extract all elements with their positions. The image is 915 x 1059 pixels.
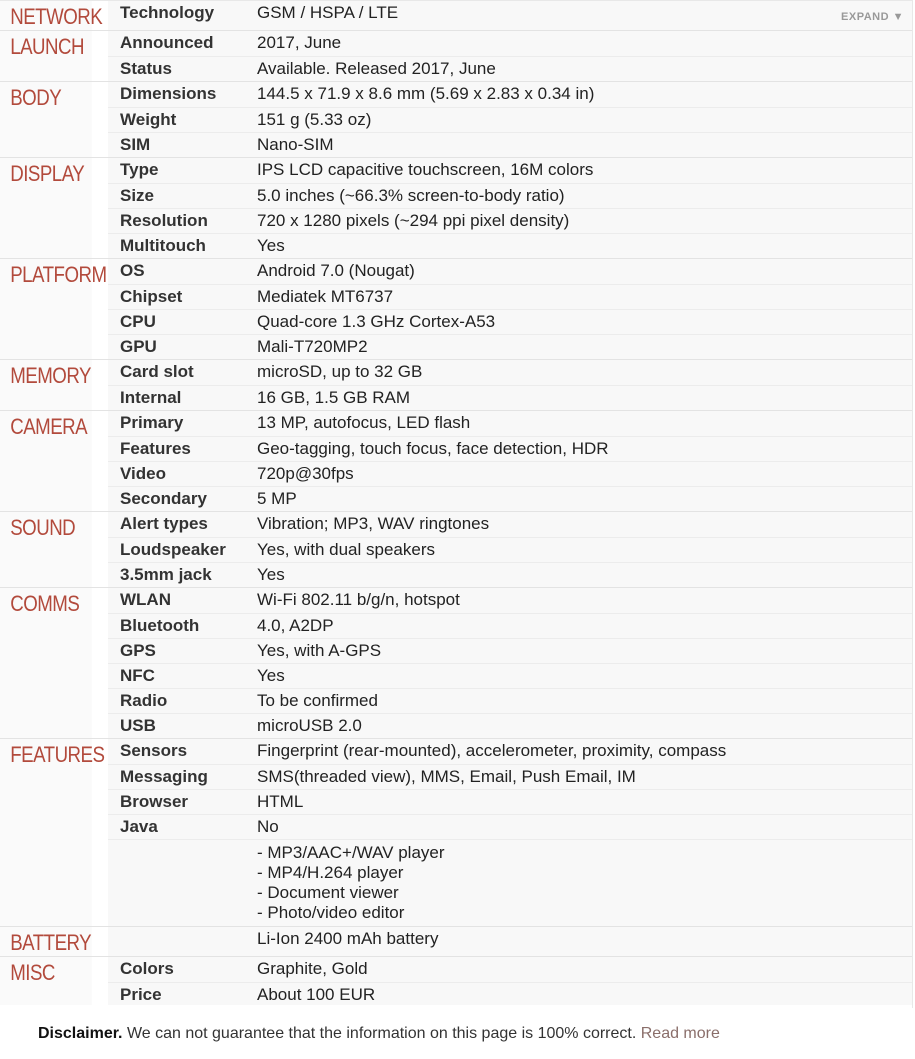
spec-value-text: Yes, with dual speakers [257, 540, 435, 559]
spec-label: Messaging [120, 767, 208, 786]
spec-value-text: Li-Ion 2400 mAh battery [257, 929, 439, 948]
spec-label: Primary [120, 413, 184, 432]
spec-row [108, 385, 912, 410]
spec-value [245, 739, 912, 764]
section-category: BODY [0, 82, 92, 157]
spec-label [108, 927, 245, 952]
spec-value-line: - Photo/video editor [257, 903, 405, 922]
section-rows [108, 1, 912, 30]
spec-section-network [0, 0, 912, 31]
spec-section-battery [0, 927, 912, 957]
section-rows [108, 588, 912, 738]
spec-value [245, 689, 912, 713]
spec-value-text: 4.0, A2DP [257, 616, 334, 635]
spec-value-text: microUSB 2.0 [257, 716, 362, 735]
spec-value-text: 151 g (5.33 oz) [257, 110, 372, 129]
spec-label: 3.5mm jack [120, 565, 212, 584]
spec-row [108, 411, 912, 436]
spec-label: Video [120, 464, 166, 483]
spec-label: GPS [120, 641, 156, 660]
spec-label: Colors [120, 959, 174, 978]
spec-value [245, 386, 912, 410]
section-rows [108, 82, 912, 157]
spec-label: Card slot [120, 362, 194, 381]
spec-value [245, 538, 912, 562]
spec-label: Type [120, 160, 159, 179]
spec-row [108, 486, 912, 511]
disclaimer-title: Disclaimer. [38, 1025, 123, 1042]
spec-value [245, 512, 912, 537]
section-category: CAMERA [0, 411, 92, 511]
spec-row [108, 814, 912, 839]
spec-section-display [0, 158, 912, 259]
spec-row [108, 1, 912, 29]
spec-label: Browser [120, 792, 189, 811]
section-category: COMMS [0, 588, 92, 738]
spec-value [245, 462, 912, 486]
section-rows [108, 259, 912, 359]
spec-label: WLAN [120, 590, 171, 609]
spec-value [245, 57, 912, 81]
spec-section-camera [0, 411, 912, 512]
spec-row [108, 132, 912, 157]
spec-value [245, 82, 912, 107]
spec-label: CPU [120, 312, 156, 331]
section-category: NETWORK [0, 1, 92, 30]
spec-value-text: microSD, up to 32 GB [257, 362, 423, 381]
section-category: MISC [0, 957, 92, 1007]
spec-value-line: - Document viewer [257, 883, 399, 902]
section-category: MEMORY [0, 360, 92, 410]
spec-section-misc [0, 957, 912, 1008]
spec-value [245, 234, 912, 258]
spec-value-text: 5 MP [257, 489, 297, 508]
spec-section-comms [0, 588, 912, 739]
spec-value [245, 840, 912, 926]
spec-value [245, 259, 912, 284]
spec-value [245, 614, 912, 638]
section-rows [108, 739, 912, 926]
spec-value [245, 487, 912, 511]
spec-value-text: Geo-tagging, touch focus, face detection, HDR [257, 439, 609, 458]
spec-row [108, 82, 912, 107]
spec-label: Price [120, 985, 162, 1004]
spec-row [108, 613, 912, 638]
spec-row [108, 309, 912, 334]
spec-value [245, 310, 912, 334]
spec-value-text: Mediatek MT6737 [257, 287, 394, 306]
spec-row [108, 259, 912, 284]
spec-value-text: 2017, June [257, 33, 342, 52]
spec-value [245, 209, 912, 233]
spec-section-body [0, 82, 912, 158]
spec-label: Internal [120, 388, 182, 407]
spec-value-text: Yes [257, 236, 285, 255]
expand-button[interactable]: EXPAND ▼ [841, 11, 904, 23]
spec-value-text: 144.5 x 71.9 x 8.6 mm (5.69 x 2.83 x 0.34 in) [257, 84, 595, 103]
spec-value [245, 815, 912, 839]
disclaimer-text: We can not guarantee that the information on this page is 100% correct. [122, 1025, 641, 1042]
spec-value-text: 16 GB, 1.5 GB RAM [257, 388, 411, 407]
spec-row [108, 31, 912, 56]
spec-value-text: Wi-Fi 802.11 b/g/n, hotspot [257, 590, 460, 609]
spec-value [245, 927, 912, 952]
spec-label: OS [120, 261, 145, 280]
spec-section-launch [0, 31, 912, 82]
spec-value-text: No [257, 817, 279, 836]
spec-value-lines [257, 843, 445, 923]
spec-label: Radio [120, 691, 168, 710]
spec-row [108, 713, 912, 738]
section-rows [108, 360, 912, 410]
spec-row [108, 537, 912, 562]
spec-label [108, 840, 245, 926]
spec-value [245, 133, 912, 157]
spec-label: Technology [120, 3, 215, 22]
section-category: FEATURES [0, 739, 92, 926]
spec-value [245, 664, 912, 688]
spec-value [245, 158, 912, 183]
spec-section-platform [0, 259, 912, 360]
spec-row [108, 789, 912, 814]
spec-value-text: Mali-T720MP2 [257, 337, 368, 356]
spec-value-text: HTML [257, 792, 304, 811]
spec-row [108, 562, 912, 587]
spec-label: Sensors [120, 741, 188, 760]
spec-section-features [0, 739, 912, 927]
spec-row [108, 764, 912, 789]
spec-value [245, 957, 912, 982]
spec-section-sound [0, 512, 912, 588]
spec-section-memory [0, 360, 912, 411]
spec-label: Secondary [120, 489, 207, 508]
spec-label: Weight [120, 110, 177, 129]
spec-value-text: 13 MP, autofocus, LED flash [257, 413, 471, 432]
spec-label: Multitouch [120, 236, 206, 255]
section-rows [108, 512, 912, 587]
section-category: SOUND [0, 512, 92, 587]
spec-value [245, 765, 912, 789]
spec-row [108, 461, 912, 486]
spec-label: Resolution [120, 211, 208, 230]
section-category: PLATFORM [0, 259, 92, 359]
spec-value-text: Nano-SIM [257, 135, 334, 154]
spec-row [108, 663, 912, 688]
spec-value-text: 720 x 1280 pixels (~294 ppi pixel density) [257, 211, 570, 230]
spec-value [245, 108, 912, 132]
spec-value [245, 360, 912, 385]
spec-row [108, 436, 912, 461]
spec-value [245, 285, 912, 309]
spec-value-line: - MP4/H.264 player [257, 863, 404, 882]
spec-label: Features [120, 439, 191, 458]
spec-label: Bluetooth [120, 616, 200, 635]
spec-value [245, 588, 912, 613]
section-category: DISPLAY [0, 158, 92, 258]
spec-row [108, 739, 912, 764]
spec-label: Announced [120, 33, 214, 52]
spec-value-text: GSM / HSPA / LTE [257, 3, 399, 22]
spec-value-text: Vibration; MP3, WAV ringtones [257, 514, 490, 533]
spec-label: Alert types [120, 514, 208, 533]
spec-label: Chipset [120, 287, 183, 306]
spec-row [108, 233, 912, 258]
spec-row [108, 982, 912, 1007]
spec-value [245, 1, 912, 29]
spec-value [245, 983, 912, 1007]
spec-value [245, 184, 912, 208]
spec-row [108, 334, 912, 359]
spec-value [245, 714, 912, 738]
spec-value [245, 411, 912, 436]
spec-value-text: Android 7.0 (Nougat) [257, 261, 415, 280]
section-category: BATTERY [0, 927, 92, 956]
section-rows [108, 957, 912, 1007]
spec-label: SIM [120, 135, 151, 154]
spec-row [108, 688, 912, 713]
spec-value-text: Yes [257, 666, 285, 685]
spec-row [108, 638, 912, 663]
spec-value-line: - MP3/AAC+/WAV player [257, 843, 445, 862]
spec-row [108, 927, 912, 952]
spec-row [108, 183, 912, 208]
spec-value [245, 790, 912, 814]
spec-row [108, 957, 912, 982]
spec-row [108, 107, 912, 132]
disclaimer [0, 1005, 912, 1059]
spec-label: GPU [120, 337, 157, 356]
spec-value [245, 335, 912, 359]
spec-value [245, 639, 912, 663]
spec-label: USB [120, 716, 156, 735]
spec-value-text: Yes, with A-GPS [257, 641, 382, 660]
section-rows [108, 927, 912, 956]
spec-label: Status [120, 59, 172, 78]
spec-row [108, 284, 912, 309]
spec-label: Dimensions [120, 84, 217, 103]
spec-value-text: Graphite, Gold [257, 959, 368, 978]
spec-row [108, 56, 912, 81]
spec-row [108, 839, 912, 926]
spec-row [108, 158, 912, 183]
section-category: LAUNCH [0, 31, 92, 81]
spec-row [108, 588, 912, 613]
spec-value [245, 563, 912, 587]
spec-row [108, 360, 912, 385]
spec-label: Java [120, 817, 158, 836]
section-rows [108, 158, 912, 258]
spec-value [245, 437, 912, 461]
spec-value-text: To be confirmed [257, 691, 378, 710]
spec-value-text: Quad-core 1.3 GHz Cortex-A53 [257, 312, 496, 331]
spec-label: Size [120, 186, 155, 205]
read-more-link[interactable]: Read more [640, 1025, 720, 1042]
spec-label: NFC [120, 666, 155, 685]
spec-value-text: 5.0 inches (~66.3% screen-to-body ratio) [257, 186, 565, 205]
spec-row [108, 512, 912, 537]
spec-row [108, 208, 912, 233]
spec-value-text: 720p@30fps [257, 464, 354, 483]
spec-value-text: Available. Released 2017, June [257, 59, 496, 78]
spec-value-text: About 100 EUR [257, 985, 376, 1004]
section-rows [108, 31, 912, 81]
spec-value-text: IPS LCD capacitive touchscreen, 16M colors [257, 160, 594, 179]
spec-value [245, 31, 912, 56]
spec-value-text: Fingerprint (rear-mounted), accelerometer, proximity, compass [257, 741, 727, 760]
spec-value-text: Yes [257, 565, 285, 584]
spec-label: Loudspeaker [120, 540, 226, 559]
section-rows [108, 411, 912, 511]
spec-value-text: SMS(threaded view), MMS, Email, Push Email, IM [257, 767, 636, 786]
